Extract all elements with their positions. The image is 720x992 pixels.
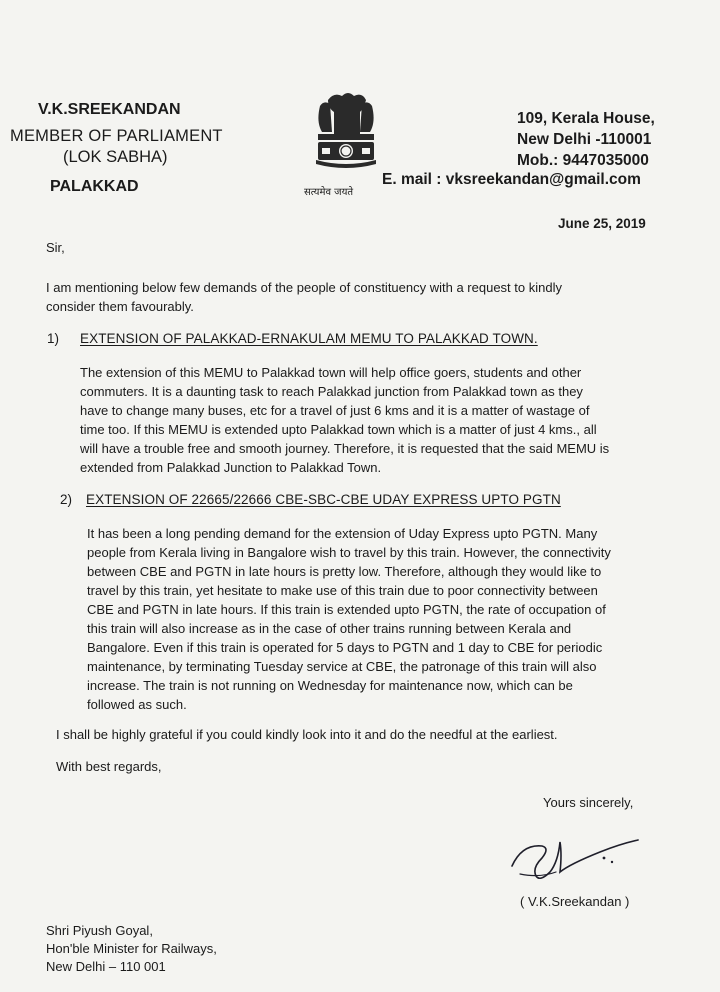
paragraph-line: followed as such. — [87, 697, 187, 712]
mobile-number: Mob.: 9447035000 — [517, 152, 649, 169]
national-emblem — [298, 86, 394, 206]
email-address: E. mail : vksreekandan@gmail.com — [382, 171, 641, 188]
address-line-2: New Delhi -110001 — [517, 131, 652, 148]
sender-house: (LOK SABHA) — [63, 148, 168, 166]
paragraph-line: increase. The train is not running on Wednesday for maintenance now, which can be — [87, 678, 573, 693]
paragraph-line: will have a trouble free and smooth journey. Therefore, it is requested that the said MEMU is — [80, 441, 610, 456]
item-1-heading-text: EXTENSION OF PALAKKAD-ERNAKULAM MEMU TO PALAKKAD TOWN. — [80, 331, 538, 346]
recipient-line-2: Hon'ble Minister for Railways, — [46, 941, 217, 956]
paragraph-line: between CBE and PGTN in late hours is pretty low. Therefore, although they would like to — [87, 564, 602, 579]
paragraph-line: It has been a long pending demand for the extension of Uday Express upto PGTN. Many — [87, 526, 598, 541]
paragraph-line: CBE and PGTN in late hours. If this train is extended upto PGTN, the rate of occupation of — [87, 602, 606, 617]
sender-name: V.K.SREEKANDAN — [38, 101, 181, 118]
salutation: Sir, — [46, 240, 65, 255]
paragraph-line: travel by this train, yet hesitate to make use of this train due to poor connectivity between — [87, 583, 598, 598]
recipient-line-1: Shri Piyush Goyal, — [46, 923, 153, 938]
handwritten-signature-icon — [492, 818, 652, 898]
intro-line: I am mentioning below few demands of the people of constituency with a request to kindly — [46, 280, 562, 295]
sender-title: MEMBER OF PARLIAMENT — [10, 127, 223, 145]
recipient-line-3: New Delhi – 110 001 — [46, 959, 166, 974]
intro-paragraph — [46, 278, 646, 316]
paragraph-line: have to change many buses, etc for a travel of just 6 kms and it is a matter of wastage of — [80, 403, 590, 418]
paragraph-line: Bangalore. Even if this train is operated for 5 days to PGTN and 1 day to CBE for periodic — [87, 640, 603, 655]
item-2-heading — [86, 492, 561, 507]
paragraph-line: this train will also increase as in the case of other trains running between Kerala and — [87, 621, 572, 636]
emblem-motto: सत्यमेव जयते — [304, 187, 354, 198]
item-2-heading-text: EXTENSION OF 22665/22666 CBE-SBC-CBE UDAY EXPRESS UPTO PGTN — [86, 492, 561, 507]
address-line-1: 109, Kerala House, — [517, 110, 655, 127]
closing-request: I shall be highly grateful if you could kindly look into it and do the needful at the earliest. — [56, 727, 558, 742]
item-1-number: 1) — [47, 331, 60, 346]
paragraph-line: maintenance, by terminating Tuesday service at CBE, the patronage of this train will also — [87, 659, 597, 674]
regards: With best regards, — [56, 759, 162, 774]
paragraph-line: commuters. It is a daunting task to reach Palakkad junction from Palakkad town as they — [80, 384, 583, 399]
item-1-paragraph — [80, 363, 650, 477]
item-2-number: 2) — [60, 492, 73, 507]
paragraph-line: The extension of this MEMU to Palakkad town will help office goers, students and other — [80, 365, 582, 380]
paragraph-line: people from Kerala living in Bangalore wish to travel by this train. However, the connectivity — [87, 545, 611, 560]
paragraph-line: time too. If this MEMU is extended upto Palakkad town which is a matter of just 4 kms., all — [80, 422, 597, 437]
letter-date: June 25, 2019 — [558, 216, 646, 231]
item-1-heading — [80, 331, 538, 346]
signature — [492, 818, 652, 898]
sender-constituency: PALAKKAD — [50, 178, 139, 195]
intro-line: consider them favourably. — [46, 299, 194, 314]
item-2-paragraph — [87, 524, 647, 714]
signatory-name: ( V.K.Sreekandan ) — [520, 894, 630, 909]
paragraph-line: extended from Palakkad Junction to Palakkad Town. — [80, 460, 382, 475]
yours-sincerely: Yours sincerely, — [543, 795, 634, 810]
